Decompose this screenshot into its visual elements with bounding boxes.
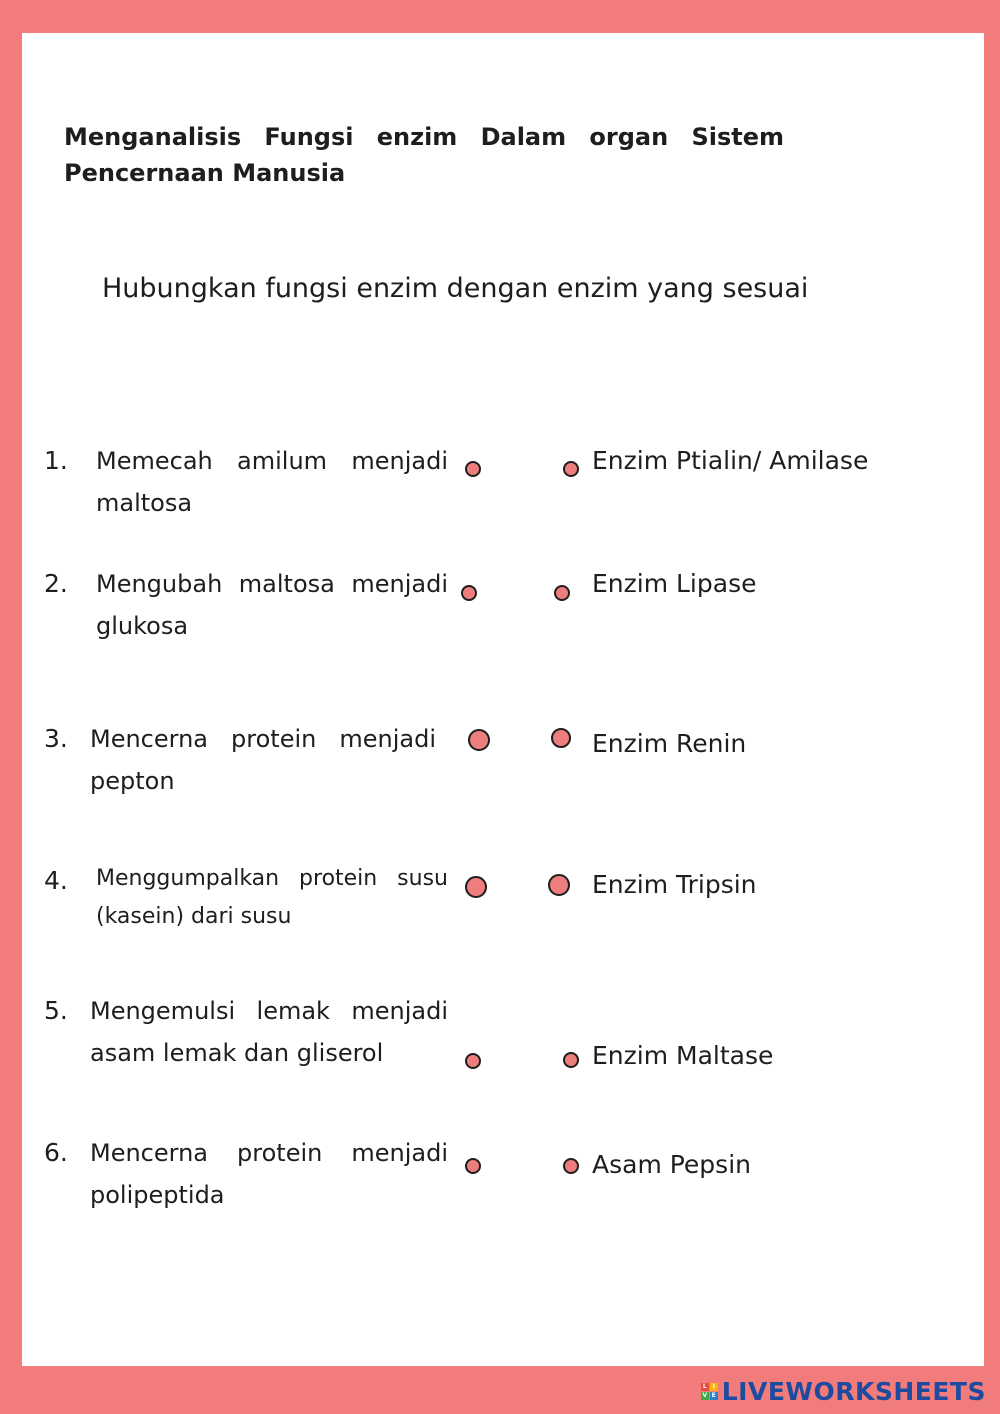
answer-connector-dot[interactable] [554,585,570,601]
question-connector-dot[interactable] [461,585,477,601]
worksheet-title: Menganalisis Fungsi enzim Dalam organ Sistem Pencernaan Manusia [64,123,784,187]
question-connector-dot[interactable] [465,1158,481,1174]
question-number: 1. [44,446,68,475]
answer-text: Enzim Lipase [592,569,757,598]
question-text: Menggumpalkan protein susu (kasein) dari susu [96,866,448,929]
question-number: 4. [44,866,68,895]
question-text: Mencerna protein menjadi pepton [90,725,436,795]
answer-text: Enzim Ptialin/ Amilase [592,446,869,475]
worksheet-page [22,33,984,1366]
answer-text: Enzim Maltase [592,1041,774,1070]
question-row-5 [22,990,984,1090]
question-number: 6. [44,1138,68,1167]
question-row-3 [22,718,984,818]
logo-letter: E [711,1391,716,1399]
question-connector-dot[interactable] [468,729,490,751]
question-row-6 [22,1132,984,1232]
logo-letter: I [710,1383,718,1391]
answer-connector-dot[interactable] [563,461,579,477]
question-row-1 [22,440,984,540]
question-connector-dot[interactable] [465,461,481,477]
liveworksheets-brand [701,1374,986,1408]
answer-connector-dot[interactable] [563,1052,579,1068]
question-connector-dot[interactable] [465,876,487,898]
logo-letter: V [702,1391,708,1399]
question-number: 3. [44,724,68,753]
answer-text: Enzim Tripsin [592,870,757,899]
question-text: Mencerna protein menjadi polipeptida [90,1139,448,1209]
question-row-2 [22,563,984,663]
answer-connector-dot[interactable] [548,874,570,896]
question-number: 5. [44,996,68,1025]
answer-connector-dot[interactable] [563,1158,579,1174]
answer-connector-dot[interactable] [551,728,571,748]
question-number: 2. [44,569,68,598]
brand-name: LIVEWORKSHEETS [721,1376,986,1406]
liveworksheets-logo-icon [701,1383,718,1400]
answer-text: Enzim Renin [592,729,747,758]
question-text: Mengubah maltosa menjadi glukosa [96,570,448,640]
question-row-4 [22,860,984,960]
answer-text: Asam Pepsin [592,1150,751,1179]
logo-letter: L [701,1383,709,1391]
worksheet-instruction: Hubungkan fungsi enzim dengan enzim yang sesuai [102,273,809,304]
question-connector-dot[interactable] [465,1053,481,1069]
question-text: Mengemulsi lemak menjadi asam lemak dan gliserol [90,997,448,1067]
question-text: Memecah amilum menjadi maltosa [96,447,448,517]
